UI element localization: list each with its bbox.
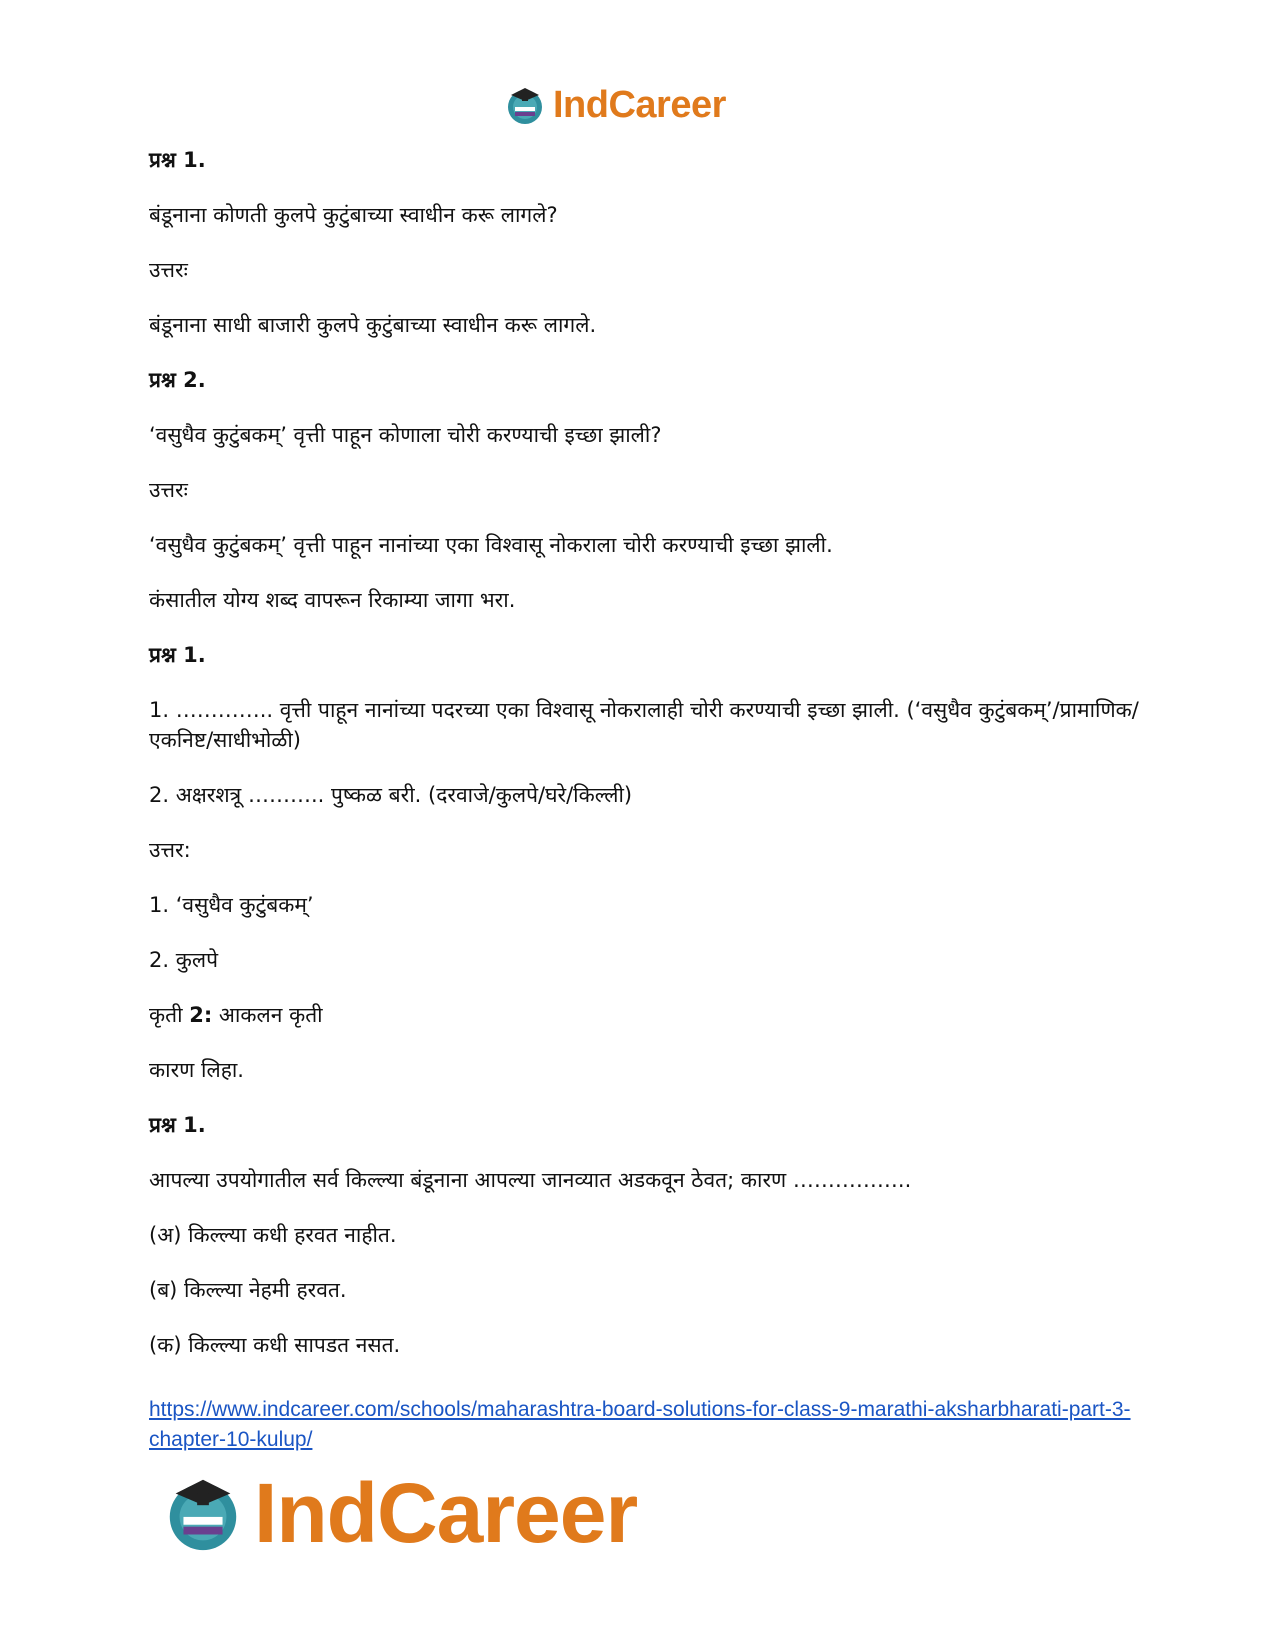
answer-label: उत्तर:	[149, 838, 191, 862]
logo-text: IndCareer	[553, 84, 726, 126]
graduation-globe-icon	[503, 83, 547, 127]
activity-heading: कृती 2: आकलन कृती	[149, 1003, 323, 1027]
source-link[interactable]: https://www.indcareer.com/schools/maharashtra-board-solutions-for-class-9-marathi-aksharbharati-part-3-chapter-10-kulup/	[149, 1398, 1131, 1451]
option-item: (क) किल्ल्या कधी सापडत नसत.	[149, 1333, 401, 1357]
question-text: बंडूनाना कोणती कुलपे कुटुंबाच्या स्वाधीन करू लागले?	[149, 203, 558, 227]
question-label: प्रश्न 2.	[149, 368, 206, 392]
option-item: (ब) किल्ल्या नेहमी हरवत.	[149, 1278, 347, 1302]
source-link-block	[149, 1395, 1139, 1455]
answer-text: 1. ‘वसुधैव कुटुंबकम्’	[149, 893, 314, 917]
fill-item: 1. ………….. वृत्ती पाहून नानांच्या पदरच्या एका विश्वासू नोकरालाही चोरी करण्याची इच्छा झाली. (‘वसुधैव कुटुंबकम्’/प्रामाणिक/एकनिष्ट/साधीभोळी)	[149, 698, 1139, 752]
answer-text: ‘वसुधैव कुटुंबकम्’ वृत्ती पाहून नानांच्या एका विश्वासू नोकराला चोरी करण्याची इच्छा झाली.	[149, 533, 833, 557]
section-heading: कारण लिहा.	[149, 1058, 244, 1082]
logo-text: IndCareer	[254, 1465, 638, 1560]
graduation-globe-icon	[160, 1470, 246, 1556]
fill-item: 2. अक्षरशत्रू ……….. पुष्कळ बरी. (दरवाजे/कुलपे/घरे/किल्ली)	[149, 783, 633, 807]
question-text: ‘वसुधैव कुटुंबकम्’ वृत्ती पाहून कोणाला चोरी करण्याची इच्छा झाली?	[149, 423, 662, 447]
answer-label: उत्तरः	[149, 258, 188, 282]
option-item: (अ) किल्ल्या कधी हरवत नाहीत.	[149, 1223, 397, 1247]
answer-text: बंडूनाना साधी बाजारी कुलपे कुटुंबाच्या स्वाधीन करू लागले.	[149, 313, 597, 337]
document-body	[149, 145, 1139, 1385]
question-label: प्रश्न 1.	[149, 1113, 206, 1137]
question-label: प्रश्न 1.	[149, 148, 206, 172]
top-logo	[503, 80, 773, 130]
question-text: आपल्या उपयोगातील सर्व किल्ल्या बंडूनाना आपल्या जानव्यात अडकवून ठेवत; कारण ……………..	[149, 1168, 912, 1192]
answer-label: उत्तरः	[149, 478, 188, 502]
bottom-logo	[160, 1465, 700, 1560]
question-label: प्रश्न 1.	[149, 643, 206, 667]
section-heading: कंसातील योग्य शब्द वापरून रिकाम्या जागा भरा.	[149, 588, 516, 612]
answer-text: 2. कुलपे	[149, 948, 219, 972]
